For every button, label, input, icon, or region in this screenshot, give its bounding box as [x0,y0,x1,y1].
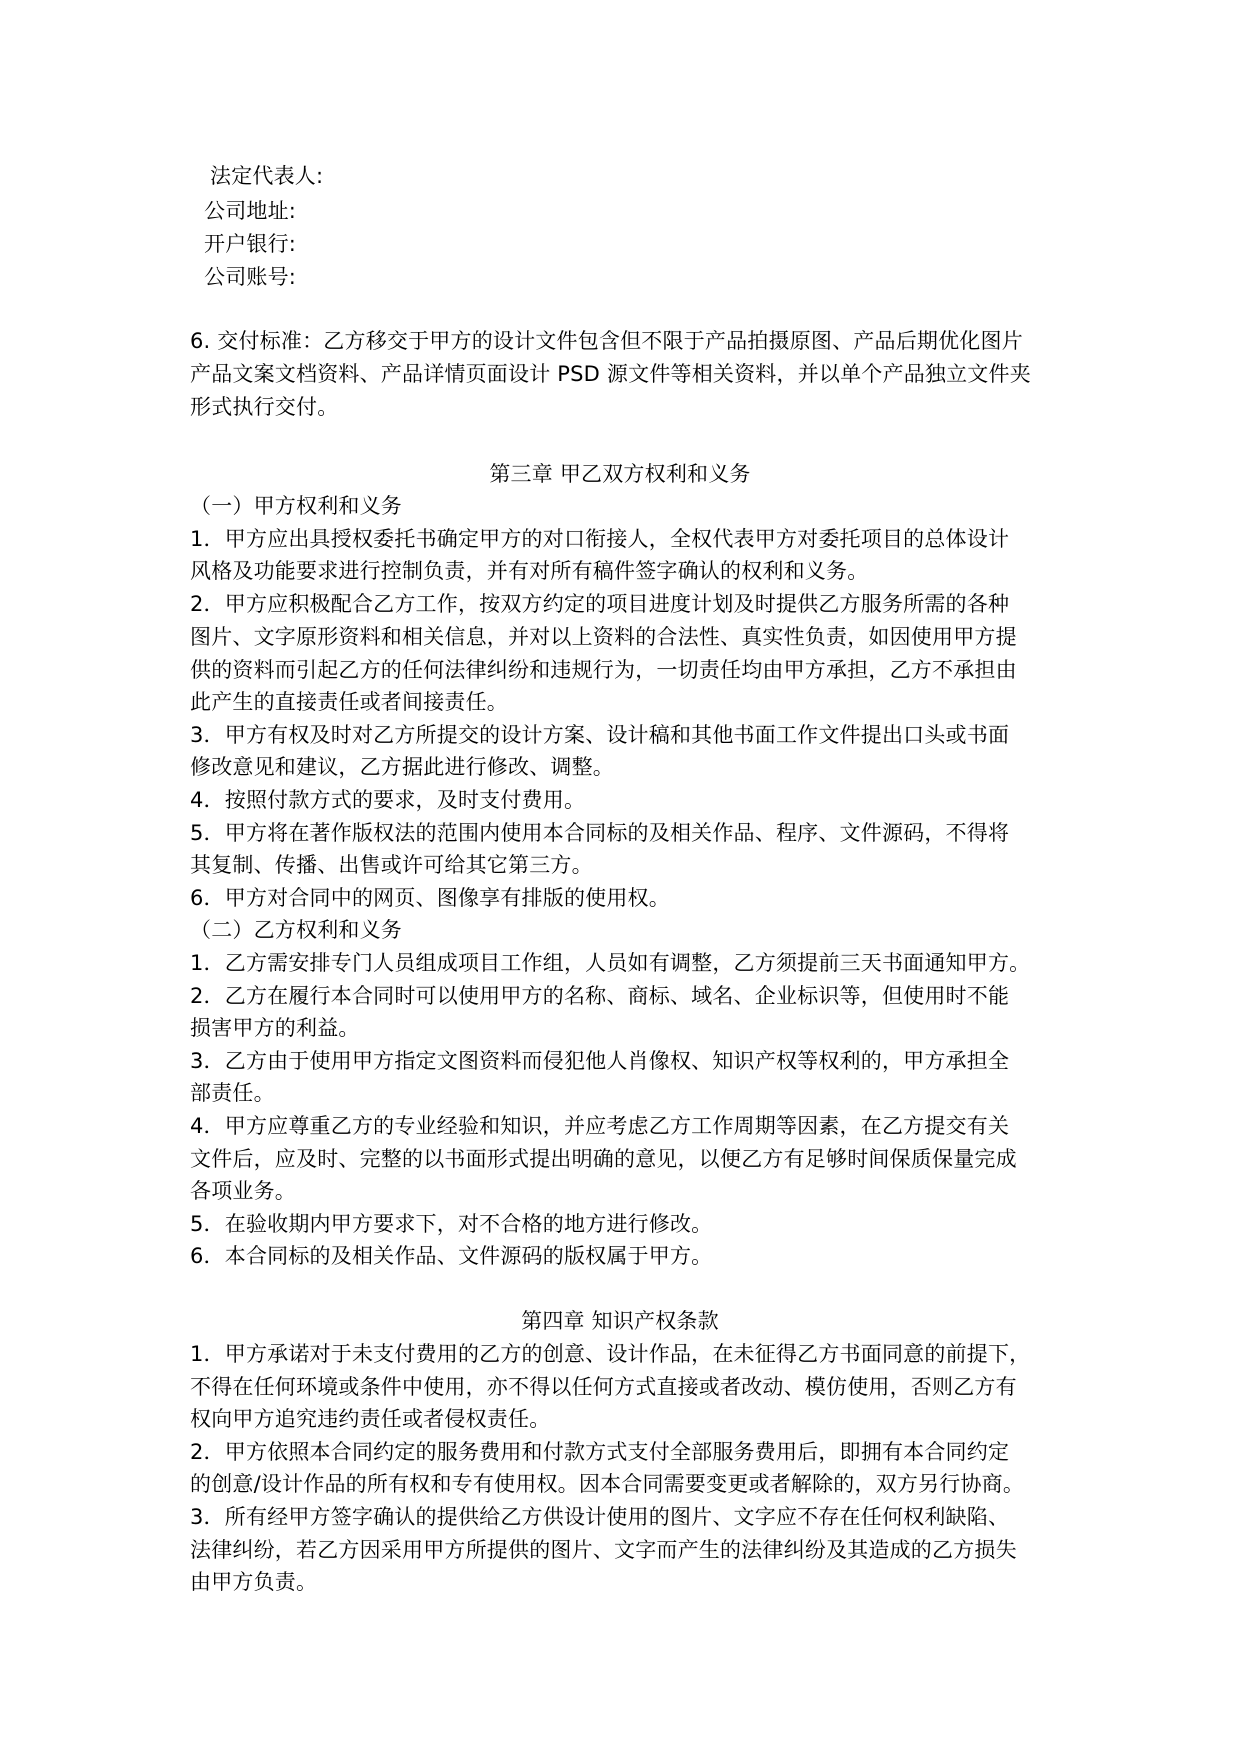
delivery-clause-line: 6. 交付标准：乙方移交于甲方的设计文件包含但不限于产品拍摄原图、产品后期优化图片 [190,329,1023,353]
bank-label: 开户银行: [204,232,297,256]
chapter4-line: 2．甲方依照本合同约定的服务费用和付款方式支付全部服务费用后，即拥有本合同约定 [190,1440,1010,1464]
chapter3-line: 图片、文字原形资料和相关信息，并对以上资料的合法性、真实性负责，如因使用甲方提 [190,625,1017,649]
section-heading: （一）甲方权利和义务 [190,494,402,518]
chapter3-line: 各项业务。 [190,1179,296,1203]
chapter3-line: 其复制、传播、出售或许可给其它第三方。 [190,853,593,877]
legal-representative-label: 法定代表人: [210,164,324,188]
chapter3-line: 1．乙方需安排专门人员组成项目工作组，人员如有调整，乙方须提前三天书面通知甲方。 [190,951,1031,975]
chapter4-line: 的创意/设计作品的所有权和专有使用权。因本合同需要变更或者解除的，双方另行协商。 [190,1472,1025,1496]
chapter4-line: 由甲方负责。 [190,1570,318,1594]
chapter4-line: 权向甲方追究违约责任或者侵权责任。 [190,1407,551,1431]
chapter3-line: 部责任。 [190,1081,275,1105]
chapter3-line: 2．乙方在履行本合同时可以使用甲方的名称、商标、域名、企业标识等，但使用时不能 [190,984,1010,1008]
chapter4-title: 第四章 知识产权条款 [521,1309,719,1333]
chapter3-line: 风格及功能要求进行控制负责，并有对所有稿件签字确认的权利和义务。 [190,559,869,583]
chapter3-line: 4．甲方应尊重乙方的专业经验和知识，并应考虑乙方工作周期等因素，在乙方提交有关 [190,1114,1010,1138]
chapter3-line: 3．乙方由于使用甲方指定文图资料而侵犯他人肖像权、知识产权等权利的，甲方承担全 [190,1049,1010,1073]
chapter3-line: 6．甲方对合同中的网页、图像享有排版的使用权。 [190,886,670,910]
chapter3-title: 第三章 甲乙双方权利和义务 [489,462,751,486]
delivery-clause-line: 产品文案文档资料、产品详情页面设计 PSD 源文件等相关资料，并以单个产品独立文件夹 [190,362,1031,386]
chapter3-line: 5．在验收期内甲方要求下，对不合格的地方进行修改。 [190,1212,713,1236]
company-address-label: 公司地址: [204,199,297,223]
chapter3-line: 6．本合同标的及相关作品、文件源码的版权属于甲方。 [190,1244,713,1268]
chapter3-line: 损害甲方的利益。 [190,1016,360,1040]
section-heading: （二）乙方权利和义务 [190,918,402,942]
chapter4-line: 不得在任何环境或条件中使用，亦不得以任何方式直接或者改动、模仿使用，否则乙方有 [190,1375,1017,1399]
chapter3-line: 此产生的直接责任或者间接责任。 [190,690,508,714]
chapter4-line: 3．所有经甲方签字确认的提供给乙方供设计使用的图片、文字应不存在任何权利缺陷、 [190,1505,1010,1529]
company-account-label: 公司账号: [204,265,297,289]
chapter3-line: 4．按照付款方式的要求，及时支付费用。 [190,788,586,812]
chapter3-line: 5．甲方将在著作版权法的范围内使用本合同标的及相关作品、程序、文件源码，不得将 [190,821,1010,845]
chapter3-line: 1．甲方应出具授权委托书确定甲方的对口衔接人，全权代表甲方对委托项目的总体设计 [190,527,1010,551]
chapter3-line: 3．甲方有权及时对乙方所提交的设计方案、设计稿和其他书面工作文件提出口头或书面 [190,723,1010,747]
chapter4-line: 1．甲方承诺对于未支付费用的乙方的创意、设计作品，在未征得乙方书面同意的前提下， [190,1342,1031,1366]
chapter3-line: 2．甲方应积极配合乙方工作，按双方约定的项目进度计划及时提供乙方服务所需的各种 [190,592,1010,616]
delivery-clause-line: 形式执行交付。 [190,395,339,419]
chapter3-line: 供的资料而引起乙方的任何法律纠纷和违规行为，一切责任均由甲方承担，乙方不承担由 [190,658,1017,682]
chapter4-line: 法律纠纷，若乙方因采用甲方所提供的图片、文字而产生的法律纠纷及其造成的乙方损失 [190,1538,1017,1562]
chapter3-line: 文件后，应及时、完整的以书面形式提出明确的意见，以便乙方有足够时间保质保量完成 [190,1147,1017,1171]
chapter3-line: 修改意见和建议，乙方据此进行修改、调整。 [190,755,614,779]
